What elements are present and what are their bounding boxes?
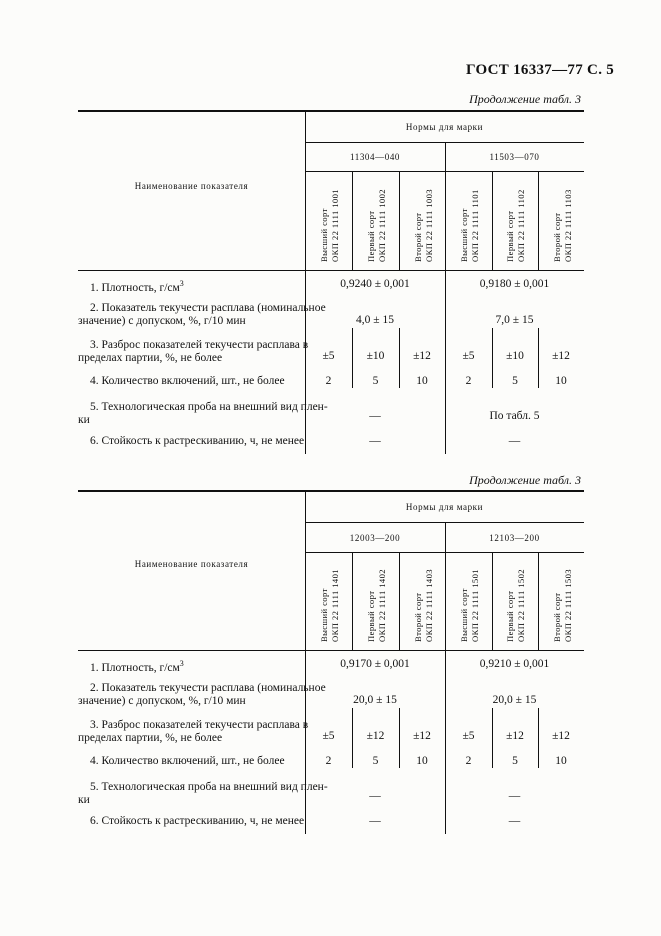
table-2-row-4-cell: 2 [325,755,332,767]
table-2-row-2-value: 20,0 ± 15 [353,694,397,706]
table-2 [78,490,584,840]
table-1-row-5-name-line2: ки [78,414,90,426]
table-1-row-5-value: По табл. 5 [489,410,540,422]
table-2-continuation-label: Продолжение табл. 3 [469,473,581,487]
table-2-row-1-value: 0,9170 ± 0,001 [340,658,410,670]
table-1-continuation-label: Продолжение табл. 3 [469,92,581,106]
table-1-norms-header: Нормы для марки [405,122,484,132]
table-2-row-4-cell: 10 [416,755,428,767]
table-2-row-3-cell: ±12 [366,730,385,742]
table-2-row-4-cell: 10 [555,755,567,767]
table-2-row-3-name-line1: 3. Разброс показателей текучести расплава в [90,719,309,731]
table-2-name-header: Наименование показателя [134,559,249,569]
table-1-row-3-cell: ±5 [462,350,475,362]
table-1-row-3-cell: ±12 [413,350,431,362]
table-1-row-4-cell: 2 [465,375,472,387]
table-2-norms-header: Нормы для марки [405,502,484,512]
table-2-row-3-cell: ±12 [552,730,570,742]
table-1-row-3-name-line1: 3. Разброс показателей текучести расплава в [90,339,309,351]
table-2-row-4-cell: 5 [512,755,518,767]
table-2-row-4-cell: 2 [465,755,472,767]
table-2-grade-header: Высший сорт ОКП 22 1111 1501 [459,568,480,642]
table-2-row-1-value: 0,9210 ± 0,001 [479,658,550,670]
table-2-grade-header: Первый сорт ОКП 22 1111 1402 [366,568,387,642]
table-2-row-4-name: 4. Количество включений, шт., не более [90,755,285,767]
table-1-row-2-value: 7,0 ± 15 [495,314,534,326]
table-2-header-rule [78,650,584,651]
table-1-row-3-cell: ±10 [366,350,385,362]
table-1-row-6-value: — [369,435,381,447]
table-1-grade-divider [492,171,493,270]
table-1-grade-header: Высший сорт ОКП 22 1111 1001 [319,188,340,262]
table-1-row-4-cell: 5 [512,375,518,387]
table-2-row-1-name: 1. Плотность, $г/см^3$ [90,659,184,674]
table-1-mark-1: 11304—040 [349,152,401,162]
table-2-mark-divider [445,522,446,834]
table-2-row-4-cell: 5 [372,755,379,767]
table-2-row-3-cell: ±5 [322,730,335,742]
table-2-row-3-name-line2: пределах партии, %, не более [78,732,223,744]
table-1-row-1-value: 0,9180 ± 0,001 [479,278,550,290]
table-2-row-6-value: — [369,815,381,827]
table-2-mark-1: 12003—200 [349,533,401,543]
table-2-grade-divider [492,552,493,650]
table-2-row-3-cell: ±12 [506,730,524,742]
table-1-row-3-cell: ±5 [322,350,335,362]
table-1-grade-header: Высший сорт ОКП 22 1111 1101 [459,189,480,262]
table-2-grade-divider [538,552,539,650]
table-2-row-2-name-line2: значение) с допуском, %, г/10 мин [78,695,246,707]
table-2-grade-header: Второй сорт ОКП 22 1111 1403 [413,568,434,642]
table-1-mark-2: 11503—070 [489,152,540,162]
table-1-row-4-cell: 10 [416,375,428,387]
table-1-row-1-value: 0,9240 ± 0,001 [340,278,410,290]
table-2-row-5-value: — [369,790,381,802]
page-header-title: ГОСТ 16337—77 С. 5 [466,62,615,78]
table-1 [78,110,584,460]
table-1-top-rule [78,110,584,112]
table-2-row-6-name: 6. Стойкость к растрескиванию, ч, не менее [90,815,305,827]
table-1-row-2-name-line2: значение) с допуском, %, г/10 мин [78,315,246,327]
table-2-grade-header: Второй сорт ОКП 22 1111 1503 [552,568,573,642]
table-1-row-3-cell: ±10 [506,350,524,362]
table-2-row-5-name-line1: 5. Технологическая проба на внешний вид плен- [90,781,328,793]
table-1-row-6-name: 6. Стойкость к растрескиванию, ч, не менее [90,435,305,447]
table-1-grade-divider [399,171,400,270]
table-2-grade-header: Высший сорт ОКП 22 1111 1401 [319,568,340,642]
table-1-row-5-value: — [369,410,381,422]
table-1-row-3-name-line2: пределах партии, %, не более [78,352,223,364]
table-1-row-4-cell: 5 [372,375,379,387]
table-1-row-2-name-line1: 2. Показатель текучести расплава (номинальное [90,302,326,314]
table-1-grade-divider [538,171,539,270]
table-2-row-2-value: 20,0 ± 15 [492,694,537,706]
table-1-grade-header: Первый сорт ОКП 22 1111 1002 [366,188,387,262]
table-2-grade-divider [399,552,400,650]
table-1-row-1-name: 1. Плотность, $г/см^3$ [90,279,184,294]
table-1-header-rule [78,270,584,271]
table-2-top-rule [78,490,584,492]
table-1-row-4-cell: 10 [555,375,567,387]
table-2-row-3-cell: ±5 [462,730,475,742]
table-2-row-3-cell: ±12 [413,730,431,742]
table-1-row-6-value: — [508,435,521,447]
table-1-name-header: Наименование показателя [134,181,249,191]
table-2-grade-header: Первый сорт ОКП 22 1111 1502 [505,568,526,642]
table-1-grade-divider [352,171,353,270]
table-1-mark-divider [445,142,446,454]
table-1-row-4-name: 4. Количество включений, шт., не более [90,375,285,387]
table-2-row-6-value: — [508,815,521,827]
table-2-row-2-name-line1: 2. Показатель текучести расплава (номинальное [90,682,326,694]
table-2-grade-divider [352,552,353,650]
table-1-row-4-cell: 2 [325,375,332,387]
table-2-mark-2: 12103—200 [489,533,540,543]
table-2-row-5-value: — [508,790,521,802]
table-1-row-2-value: 4,0 ± 15 [356,314,394,326]
table-1-grade-header: Второй сорт ОКП 22 1111 1103 [552,189,573,262]
table-1-grade-header: Второй сорт ОКП 22 1111 1003 [413,188,434,262]
table-1-grade-header: Первый сорт ОКП 22 1111 1102 [505,189,526,262]
table-1-row-3-cell: ±12 [552,350,570,362]
table-1-row-5-name-line1: 5. Технологическая проба на внешний вид плен- [90,401,328,413]
table-2-row-5-name-line2: ки [78,794,90,806]
